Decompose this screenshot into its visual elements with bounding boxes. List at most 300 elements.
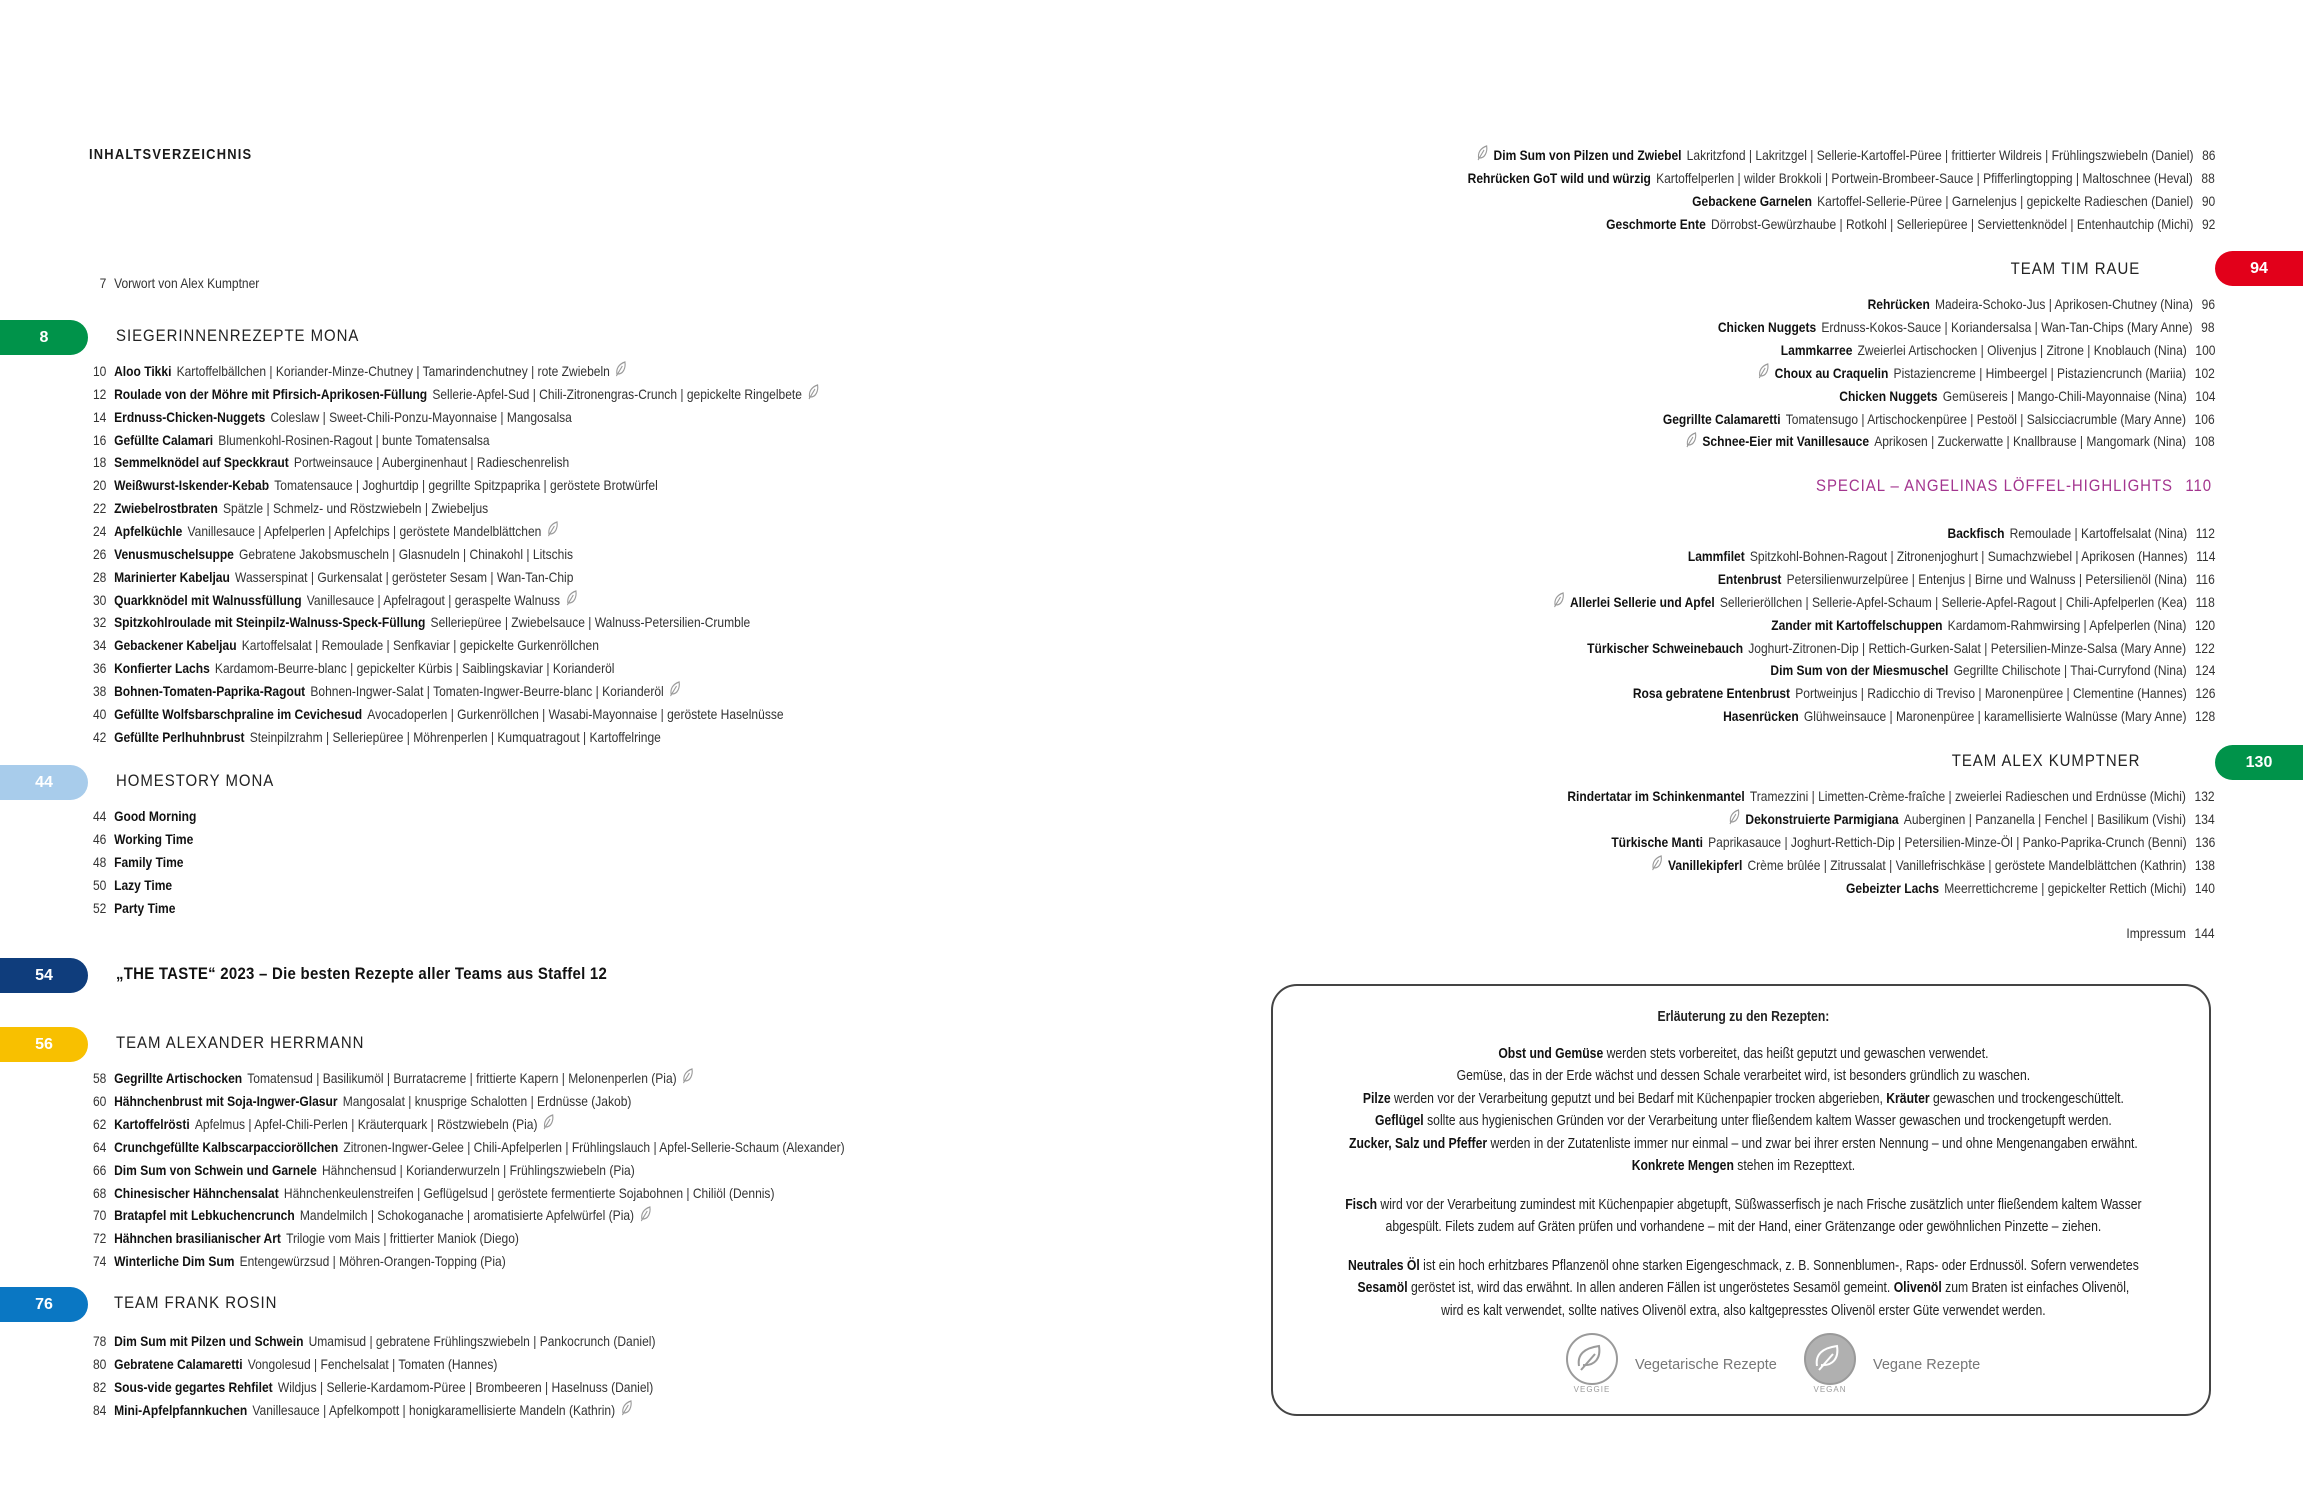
recipe-description: Kartoffel-Sellerie-Püree | Garnelenjus | gepickelte Radieschen (Daniel) [1816, 192, 2194, 209]
note-text: abgespült. Filets zudem auf Gräten prüfen und vorhandene – mit der Hand, einer Grätenzange oder gewöhnlichen Pinzette – ziehen. [1385, 1219, 2102, 1235]
recipe-name: Choux au Craquelin [1774, 364, 1889, 381]
recipe-name: Winterliche Dim Sum [114, 1253, 235, 1270]
toc-entry[interactable] [84, 360, 632, 382]
recipe-name: Chicken Nuggets [1838, 387, 1938, 404]
recipe-name: Apfelküchle [114, 522, 183, 539]
veggie-leaf-icon [639, 1206, 651, 1228]
toc-entry[interactable] [1687, 545, 2215, 567]
recipe-name: Weißwurst-Iskender-Kebab [114, 477, 270, 494]
toc-entry[interactable] [1680, 430, 2215, 452]
recipe-name: Gefüllte Perlhuhnbrust [114, 728, 245, 745]
recipe-description: Mangosalat | knusprige Schalotten | Erdnüsse (Jakob) [342, 1092, 632, 1109]
page-number: 116 [2195, 570, 2215, 587]
special-title: SPECIAL – ANGELINAS LÖFFEL-HIGHLIGHTS [1815, 476, 2173, 495]
emphasis: Zucker, Salz und Pfeffer [1349, 1135, 1488, 1152]
toc-entry[interactable] [84, 634, 599, 656]
toc-entry[interactable] [84, 1090, 631, 1112]
recipe-name: Rehrücken GoT wild und würzig [1467, 169, 1652, 186]
recipe-description: Sellerieröllchen | Sellerie-Apfel-Schaum | Sellerie-Apfel-Ragout | Chili-Apfelperlen (Kea) [1720, 593, 2188, 610]
page-number: 96 [2201, 296, 2215, 312]
recipe-name: Gebackener Kabeljau [114, 637, 237, 654]
recipe-description: Wildjus | Sellerie-Kardamom-Püree | Brombeeren | Haselnuss (Daniel) [277, 1378, 654, 1395]
page-number: 58 [92, 1070, 107, 1086]
recipe-name: Lammkarree [1780, 341, 1852, 358]
recipe-description: Vanillesauce | Apfelragout | geraspelte Walnuss [306, 591, 561, 608]
page-number: 24 [92, 522, 107, 539]
page-number: 66 [92, 1161, 107, 1178]
toc-entry[interactable] [1752, 362, 2215, 384]
recipe-name: Spitzkohlroulade mit Steinpilz-Walnuss-Speck-Füllung [114, 614, 426, 631]
recipe-name: Türkische Manti [1611, 833, 1703, 850]
badge-caption: VEGAN [1813, 1385, 1847, 1394]
veggie-leaf-icon [1685, 432, 1697, 454]
page-number: 120 [2194, 616, 2215, 633]
recipe-name: Schnee-Eier mit Vanillesauce [1702, 433, 1870, 450]
page-number: 74 [92, 1253, 107, 1270]
toc-entry[interactable] [1632, 682, 2215, 704]
recipe-name: Zander mit Kartoffelschuppen [1771, 616, 1943, 633]
recipe-description: Pistaziencreme | Himbeergel | Pistaziencrunch (Mariia) [1893, 364, 2187, 381]
page-number: 22 [92, 500, 107, 517]
toc-entry[interactable] [84, 680, 686, 702]
page-number: 118 [2195, 593, 2215, 610]
toc-entry[interactable] [84, 520, 564, 542]
recipe-description: Apfelmus | Apfel-Chili-Perlen | Kräuterquark | Röstzwiebeln (Pia) [194, 1115, 538, 1132]
toc-entry[interactable] [1718, 568, 2215, 590]
toc-entry[interactable] [84, 805, 202, 827]
page-number: 16 [92, 431, 107, 448]
toc-entry[interactable] [1948, 522, 2215, 544]
recipe-name: Marinierter Kabeljau [114, 568, 230, 585]
recipe-description: Hähnchensud | Korianderwurzeln | Frühlingszwiebeln (Pia) [321, 1161, 635, 1178]
toc-entry[interactable] [84, 1250, 506, 1272]
toc-entry[interactable] [84, 851, 189, 873]
note-text: gewaschen und trockengeschüttelt. [1932, 1090, 2124, 1107]
notes-title: Erläuterung zu den Rezepten: [1657, 1009, 1830, 1025]
section-tab[interactable]: 44 [0, 765, 88, 800]
toc-entry[interactable] [1587, 637, 2215, 659]
recipe-name: Türkischer Schweinebauch [1587, 639, 1744, 656]
toc-entry[interactable] [84, 611, 750, 633]
section-title: TEAM ALEX KUMPTNER [1951, 751, 2140, 770]
section-tab[interactable]: 76 [0, 1287, 88, 1322]
page-number: 32 [92, 614, 107, 631]
section-title: TEAM TIM RAUE [2010, 259, 2140, 278]
page-number: 124 [2194, 662, 2215, 679]
recipe-name: Hasenrücken [1722, 708, 1799, 725]
recipe-description: Petersilienwurzelpüree | Entenjus | Birne und Walnuss | Petersilienöl (Nina) [1786, 570, 2188, 587]
toc-entry[interactable] [84, 451, 569, 473]
toc-entry[interactable] [1606, 213, 2215, 235]
toc-entry[interactable] [1646, 854, 2215, 876]
legend-label: Vegetarische Rezepte [1635, 1357, 1777, 1373]
toc-entry[interactable] [84, 1067, 699, 1089]
toc-entry[interactable] [84, 1399, 637, 1421]
toc-entry[interactable] [1770, 659, 2215, 681]
veggie-badge-icon [1563, 1332, 1621, 1398]
page-number: 104 [2194, 387, 2215, 404]
badge-caption: VEGGIE [1573, 1385, 1611, 1394]
emphasis: Olivenöl [1893, 1280, 1942, 1296]
page-number: 48 [92, 853, 107, 870]
recipe-description: Paprikasauce | Joghurt-Rettich-Dip | Petersilien-Minze-Öl | Panko-Paprika-Crunch (Benni) [1707, 833, 2187, 850]
note-text: ist ein hoch erhitzbares Pflanzenöl ohne starken Eigengeschmack, z. B. Sonnenblumen-, Raps- oder Erdnussöl. Sofern verwendetes [1423, 1257, 2139, 1274]
toc-entry[interactable] [84, 1353, 497, 1375]
recipe-name: Vanillekipferl [1668, 856, 1743, 873]
toc-entry[interactable] [84, 828, 198, 850]
recipe-description: Erdnuss-Kokos-Sauce | Koriandersalsa | Wan-Tan-Chips (Mary Anne) [1821, 318, 2194, 335]
recipe-description: Gebratene Jakobsmuscheln | Glasnudeln | Chinakohl | Litschis [239, 545, 574, 562]
page-number: 70 [92, 1207, 107, 1224]
veggie-leaf-icon [1758, 363, 1770, 385]
recipe-notes-text [1273, 1006, 2214, 1338]
recipe-name: Crunchgefüllte Kalbscarpaccioröllchen [114, 1138, 339, 1155]
recipe-name: Dekonstruierte Parmigiana [1745, 810, 1899, 827]
veggie-leaf-icon [807, 384, 819, 406]
recipe-name: Rosa gebratene Entenbrust [1632, 685, 1790, 702]
recipe-name: Geschmorte Ente [1605, 215, 1706, 232]
veggie-leaf-icon [565, 590, 577, 612]
recipe-name: Roulade von der Möhre mit Pfirsich-Aprikosen-Füllung [114, 385, 428, 402]
page-number: 98 [2201, 318, 2215, 335]
page-number: 106 [2194, 410, 2215, 427]
recipe-description: Coleslaw | Sweet-Chili-Ponzu-Mayonnaise | Mangosalsa [270, 408, 572, 425]
page-number: 18 [92, 454, 107, 471]
emphasis: Sesamöl [1357, 1280, 1408, 1296]
section-tab[interactable]: 94 [2215, 251, 2303, 286]
page-number: 86 [2201, 147, 2215, 163]
recipe-description: Kartoffelperlen | wilder Brokkoli | Portwein-Brombeer-Sauce | Pfifferlingtopping | Maltoschnee (Heval) [1656, 169, 2194, 186]
toc-entry[interactable] [84, 1376, 653, 1398]
toc-entry[interactable] [1723, 808, 2215, 830]
toc-entry[interactable] [1839, 385, 2215, 407]
recipe-name: Quarkknödel mit Walnussfüllung [114, 591, 302, 608]
recipe-description: Joghurt-Zitronen-Dip | Rettich-Gurken-Salat | Petersilien-Minze-Salsa (Mary Anne) [1748, 639, 2187, 656]
recipe-name: Venusmuschelsuppe [114, 545, 234, 562]
recipe-description: Umamisud | gebratene Frühlingszwiebeln | Pankocrunch (Daniel) [308, 1333, 656, 1349]
veggie-leaf-icon [615, 361, 627, 383]
note-text: werden in der Zutatenliste immer nur einmal – und zwar bei ihrer ersten Nennung – und ohne Mengenangaben erwähnt. [1490, 1135, 2138, 1152]
page-number: 26 [92, 545, 107, 562]
page-number: 88 [2201, 169, 2215, 186]
toc-entry[interactable] [84, 589, 582, 611]
page-number: 62 [92, 1115, 107, 1132]
toc-entry[interactable] [84, 429, 490, 451]
veggie-leaf-icon [1651, 855, 1663, 877]
recipe-description: Vongolesud | Fenchelsalat | Tomaten (Hannes) [247, 1355, 498, 1372]
recipe-name: Hähnchen brasilianischer Art [114, 1230, 281, 1247]
toc-entry[interactable] [1692, 190, 2215, 212]
recipe-description: Zweierlei Artischocken | Olivenjus | Zitrone | Knoblauch (Nina) [1857, 341, 2187, 358]
recipe-name: Entenbrust [1718, 570, 1782, 587]
recipe-description: Tomatensugo | Artischockenpüree | Pestoöl | Salsicciacrumble (Mary Anne) [1786, 410, 2187, 427]
recipe-name: Hähnchenbrust mit Soja-Ingwer-Glasur [114, 1092, 338, 1109]
impressum-label: Impressum [2126, 925, 2187, 941]
recipe-name: Semmelknödel auf Speckkraut [114, 454, 289, 471]
recipe-description: Blumenkohl-Rosinen-Ragout | bunte Tomatensalsa [218, 431, 490, 448]
page-number: 78 [92, 1333, 107, 1349]
toc-entry[interactable] [84, 874, 177, 896]
page-number: 50 [92, 876, 107, 893]
page-number: 100 [2194, 341, 2215, 358]
recipe-name: Gebeizter Lachs [1846, 879, 1940, 896]
recipe-description: Sellerie-Apfel-Sud | Chili-Zitronengras-Crunch | gepickelte Ringelbete [432, 385, 802, 402]
recipe-description: Steinpilzrahm | Selleriepüree | Möhrenperlen | Kumquatragout | Kartoffelringe [249, 728, 661, 745]
page-number: 42 [92, 728, 107, 745]
page-number: 128 [2194, 708, 2215, 725]
section-title: TEAM ALEXANDER HERRMANN [116, 1033, 365, 1052]
toc-entry[interactable] [84, 406, 572, 428]
toc-entry[interactable] [84, 474, 658, 496]
recipe-name: Chicken Nuggets [1718, 318, 1817, 335]
vegan-badge-icon [1801, 1332, 1859, 1398]
emphasis: Pilze [1362, 1090, 1391, 1107]
recipe-name: Aloo Tikki [114, 363, 172, 379]
section-title-special [1816, 476, 2212, 496]
recipe-description: Portweinjus | Radicchio di Treviso | Maronenpüree | Clementine (Hannes) [1794, 685, 2187, 702]
recipe-description: Dörrobst-Gewürzhaube | Rotkohl | Selleriepüree | Serviettenknödel | Entenhautchip (Michi) [1710, 215, 2194, 232]
toc-entry[interactable] [84, 1227, 519, 1249]
recipe-description: Zitronen-Ingwer-Gelee | Chili-Apfelperlen | Frühlingslauch | Apfel-Sellerie-Schaum (Alexander) [343, 1138, 845, 1155]
toc-entry-vorwort[interactable] [84, 272, 259, 294]
veggie-leaf-icon [682, 1068, 694, 1090]
recipe-description: Entengewürzsud | Möhren-Orangen-Topping (Pia) [239, 1253, 506, 1270]
page-number: 144 [2194, 925, 2215, 941]
recipe-description: Vanillesauce | Apfelperlen | Apfelchips | geröstete Mandelblättchen [187, 522, 542, 539]
recipe-description: Tramezzini | Limetten-Crème-fraîche | zweierlei Radieschen und Erdnüsse (Michi) [1750, 788, 2187, 804]
toc-entry[interactable] [84, 657, 614, 679]
recipe-description: Glühweinsauce | Maronenpüree | karamellisierte Walnüsse (Mary Anne) [1803, 708, 2187, 725]
recipe-name: Party Time [114, 899, 176, 916]
recipe-name: Dim Sum von Schwein und Garnele [114, 1161, 317, 1178]
recipe-description: Selleriepüree | Zwiebelsauce | Walnuss-Petersilien-Crumble [430, 614, 751, 631]
page-number: 10 [92, 363, 107, 379]
note-text: stehen im Rezepttext. [1737, 1158, 1856, 1174]
recipe-description: Avocadoperlen | Gurkenröllchen | Wasabi-Mayonnaise | geröstete Haselnüsse [367, 705, 784, 722]
note-text: werden vor der Verarbeitung geputzt und bei Bedarf mit Küchenpapier trocken abgerieben, [1394, 1090, 1883, 1107]
page-number: 126 [2194, 685, 2215, 702]
page-number: 102 [2194, 364, 2215, 381]
section-tab[interactable]: 56 [0, 1027, 88, 1062]
vorwort-text: Vorwort von Alex Kumptner [114, 275, 260, 291]
recipe-description: Madeira-Schoko-Jus | Aprikosen-Chutney (Nina) [1934, 296, 2194, 312]
recipe-name: Lazy Time [114, 876, 173, 893]
toc-entry[interactable] [1723, 705, 2215, 727]
recipe-description: Lakritzfond | Lakritzgel | Sellerie-Kartoffel-Püree | frittierter Wildreis | Frühlingszwiebeln (Daniel) [1686, 147, 2194, 163]
recipe-description: Spätzle | Schmelz- und Röstzwiebeln | Zwiebeljus [222, 500, 489, 517]
recipe-description: Mandelmilch | Schokoganache | aromatisierte Apfelwürfel (Pia) [299, 1207, 635, 1224]
recipe-name: Gebackene Garnelen [1691, 192, 1812, 209]
recipe-name: Rindertatar im Schinkenmantel [1567, 788, 1746, 804]
toc-entry[interactable] [84, 1330, 655, 1352]
recipe-name: Mini-Apfelpfannkuchen [114, 1401, 248, 1418]
emphasis: Obst und Gemüse [1498, 1045, 1604, 1062]
toc-entry[interactable] [84, 497, 488, 519]
toc-entry[interactable] [84, 703, 784, 725]
recipe-description: Aprikosen | Zuckerwatte | Knallbrause | Mangomark (Nina) [1874, 433, 2187, 450]
legend-label: Vegane Rezepte [1873, 1357, 1981, 1373]
page-number: 136 [2194, 833, 2215, 850]
recipe-description: Auberginen | Panzanella | Fenchel | Basilikum (Vishi) [1904, 810, 2187, 827]
recipe-name: Bohnen-Tomaten-Paprika-Ragout [114, 682, 306, 699]
page-number: 84 [92, 1401, 107, 1418]
emphasis: Neutrales Öl [1348, 1257, 1420, 1274]
toc-entry[interactable] [84, 566, 573, 588]
page-number: 44 [92, 808, 107, 824]
page-number: 112 [2195, 525, 2215, 541]
page-number: 52 [92, 899, 107, 916]
recipe-description: Kardamom-Rahmwirsing | Apfelperlen (Nina) [1947, 616, 2187, 633]
recipe-description: Spitzkohl-Bohnen-Ragout | Zitronenjoghurt | Sumachzwiebel | Aprikosen (Hannes) [1749, 547, 2188, 564]
note-text: wird es kalt verwendet, sollte natives Olivenöl extra, also kaltgepresstes Olivenöl erster Güte verwendet werden. [1441, 1302, 2046, 1319]
toc-entry-impressum[interactable] [2127, 922, 2215, 944]
recipe-name: Zwiebelrostbraten [114, 500, 218, 517]
emphasis: Geflügel [1374, 1113, 1424, 1129]
recipe-name: Rehrücken [1867, 296, 1930, 312]
section-tab[interactable]: 8 [0, 320, 88, 355]
recipe-name: Chinesischer Hähnchensalat [114, 1184, 279, 1201]
toc-title: INHALTSVERZEICHNIS [89, 146, 253, 163]
toc-entry[interactable] [84, 383, 824, 405]
recipe-name: Gefüllte Wolfsbarschpraline im Cevichesud [114, 705, 363, 722]
recipe-name: Dim Sum mit Pilzen und Schwein [114, 1333, 304, 1349]
veggie-leaf-icon [669, 681, 681, 703]
toc-entry[interactable] [84, 1204, 656, 1226]
note-text: sollte aus hygienischen Gründen vor der Verarbeitung unter fließendem kaltem Wasser gewaschen und trockengetupft werden. [1427, 1113, 2112, 1129]
toc-entry[interactable] [1568, 785, 2215, 807]
page-number: 14 [92, 408, 107, 425]
toc-entry[interactable] [84, 543, 573, 565]
recipe-description: Kartoffelbällchen | Koriander-Minze-Chutney | Tamarindenchutney | rote Zwiebeln [176, 363, 610, 379]
veggie-leaf-icon [1553, 592, 1565, 614]
toc-entry[interactable] [84, 1159, 635, 1181]
recipe-name: Working Time [114, 830, 194, 847]
page-number: 80 [92, 1355, 107, 1372]
section-title: SIEGERINNENREZEPTE MONA [116, 326, 360, 345]
page-number: 46 [92, 830, 107, 847]
page-number: 138 [2194, 856, 2215, 873]
toc-entry[interactable] [1846, 877, 2215, 899]
special-page: 110 [2185, 476, 2212, 495]
page-number: 7 [99, 275, 107, 291]
page-number: 36 [92, 660, 107, 677]
recipe-description: Vanillesauce | Apfelkompott | honigkaramellisierte Mandeln (Kathrin) [252, 1401, 616, 1418]
recipe-name: Dim Sum von der Miesmuschel [1770, 662, 1949, 679]
toc-entry[interactable] [1868, 293, 2215, 315]
section-title: „THE TASTE“ 2023 – Die besten Rezepte aller Teams aus Staffel 12 [116, 964, 608, 983]
section-tab[interactable]: 130 [2215, 745, 2303, 780]
recipe-description: Trilogie vom Mais | frittierter Maniok (Diego) [286, 1230, 519, 1247]
page-number: 140 [2194, 879, 2215, 896]
recipe-name: Gegrillte Calamaretti [1663, 410, 1781, 427]
page-number: 64 [92, 1138, 107, 1155]
toc-entry[interactable] [1548, 591, 2215, 613]
page-number: 122 [2194, 639, 2215, 656]
recipe-name: Gefüllte Calamari [114, 431, 214, 448]
emphasis: Fisch [1345, 1196, 1378, 1213]
toc-entry[interactable] [1611, 831, 2215, 853]
recipe-description: Remoulade | Kartoffelsalat (Nina) [2009, 525, 2188, 541]
section-title: TEAM FRANK ROSIN [114, 1293, 278, 1312]
recipe-description: Tomatensud | Basilikumöl | Burratacreme | frittierte Kapern | Melonenperlen (Pia) [247, 1070, 677, 1086]
note-text: Gemüse, das in der Erde wächst und dessen Schale verarbeitet wird, ist besonders gründlich zu waschen. [1456, 1068, 2031, 1084]
toc-entry[interactable] [84, 1113, 560, 1135]
recipe-name: Kartoffelrösti [114, 1115, 190, 1132]
recipe-name: Lammfilet [1687, 547, 1745, 564]
emphasis: Konkrete Mengen [1631, 1158, 1734, 1174]
toc-entry[interactable] [1468, 167, 2215, 189]
veggie-leaf-icon [543, 1114, 555, 1136]
recipe-name: Dim Sum von Pilzen und Zwiebel [1493, 147, 1682, 163]
toc-entry[interactable] [84, 1182, 774, 1204]
page-number: 38 [92, 682, 107, 699]
recipe-name: Erdnuss-Chicken-Nuggets [114, 408, 266, 425]
page-number: 40 [92, 705, 107, 722]
recipe-notes-box [1271, 984, 2211, 1416]
toc-entry[interactable] [1718, 316, 2215, 338]
page-number: 20 [92, 477, 107, 494]
legend-vegetarian [1563, 1332, 1777, 1398]
recipe-description: Gemüsereis | Mango-Chili-Mayonnaise (Nina) [1942, 387, 2187, 404]
veggie-leaf-icon [1729, 809, 1741, 831]
page-number: 34 [92, 637, 107, 654]
recipe-description: Meerrettichcreme | gepickelter Rettich (Michi) [1944, 879, 2187, 896]
toc-entry[interactable] [1663, 408, 2215, 430]
page-number: 68 [92, 1184, 107, 1201]
section-title: HOMESTORY MONA [116, 771, 275, 790]
toc-entry[interactable] [84, 897, 181, 919]
page-number: 134 [2194, 810, 2215, 827]
recipe-name: Family Time [114, 853, 184, 870]
recipe-description: Kardamom-Beurre-blanc | gepickelter Kürbis | Saiblingskaviar | Korianderöl [214, 660, 615, 677]
emphasis: Kräuter [1886, 1090, 1930, 1107]
page-number: 82 [92, 1378, 107, 1395]
recipe-name: Good Morning [114, 808, 197, 824]
page-number: 28 [92, 568, 107, 585]
page-number: 60 [92, 1092, 107, 1109]
note-text: werden stets vorbereitet, das heißt geputzt und gewaschen verwendet. [1606, 1045, 1989, 1062]
toc-entry[interactable] [1780, 339, 2215, 361]
legend-vegan [1801, 1332, 1980, 1398]
recipe-name: Sous-vide gegartes Rehfilet [114, 1378, 273, 1395]
recipe-name: Backfisch [1947, 525, 2005, 541]
veggie-leaf-icon [1476, 145, 1488, 167]
recipe-description: Tomatensauce | Joghurtdip | gegrillte Spitzpaprika | geröstete Brotwürfel [274, 477, 658, 494]
note-text: zum Braten ist einfaches Olivenöl, [1945, 1280, 2130, 1296]
recipe-description: Gegrillte Chilischote | Thai-Curryfond (Nina) [1953, 662, 2187, 679]
recipe-description: Portweinsauce | Auberginenhaut | Radieschenrelish [293, 454, 570, 471]
page-number: 12 [92, 385, 107, 402]
recipe-description: Kartoffelsalat | Remoulade | Senfkaviar | gepickelte Gurkenröllchen [241, 637, 599, 654]
page-number: 92 [2201, 215, 2215, 232]
toc-entry[interactable] [1771, 614, 2215, 636]
toc-entry[interactable] [1471, 144, 2215, 166]
note-text: wird vor der Verarbeitung zumindest mit Küchenpapier abgetupft, Süßwasserfisch je nach Frische zusätzlich unter fließendem kaltem Wasser [1380, 1196, 2142, 1213]
recipe-description: Hähnchenkeulenstreifen | Geflügelsud | geröstete fermentierte Sojabohnen | Chiliöl (Dennis) [283, 1184, 775, 1201]
recipe-name: Bratapfel mit Lebkuchencrunch [114, 1207, 295, 1224]
recipe-description: Wasserspinat | Gurkensalat | gerösteter Sesam | Wan-Tan-Chip [235, 568, 574, 585]
veggie-leaf-icon [620, 1400, 632, 1422]
page-number: 30 [92, 591, 107, 608]
page-number: 90 [2201, 192, 2215, 209]
page-number: 108 [2194, 433, 2215, 450]
page-number: 132 [2194, 788, 2215, 804]
toc-entry[interactable] [84, 1136, 845, 1158]
section-tab[interactable]: 54 [0, 958, 88, 993]
recipe-description: Crème brûlée | Zitrussalat | Vanillefrischkäse | geröstete Mandelblättchen (Kathrin) [1747, 856, 2187, 873]
page-number: 114 [2195, 547, 2215, 564]
toc-entry[interactable] [84, 726, 661, 748]
